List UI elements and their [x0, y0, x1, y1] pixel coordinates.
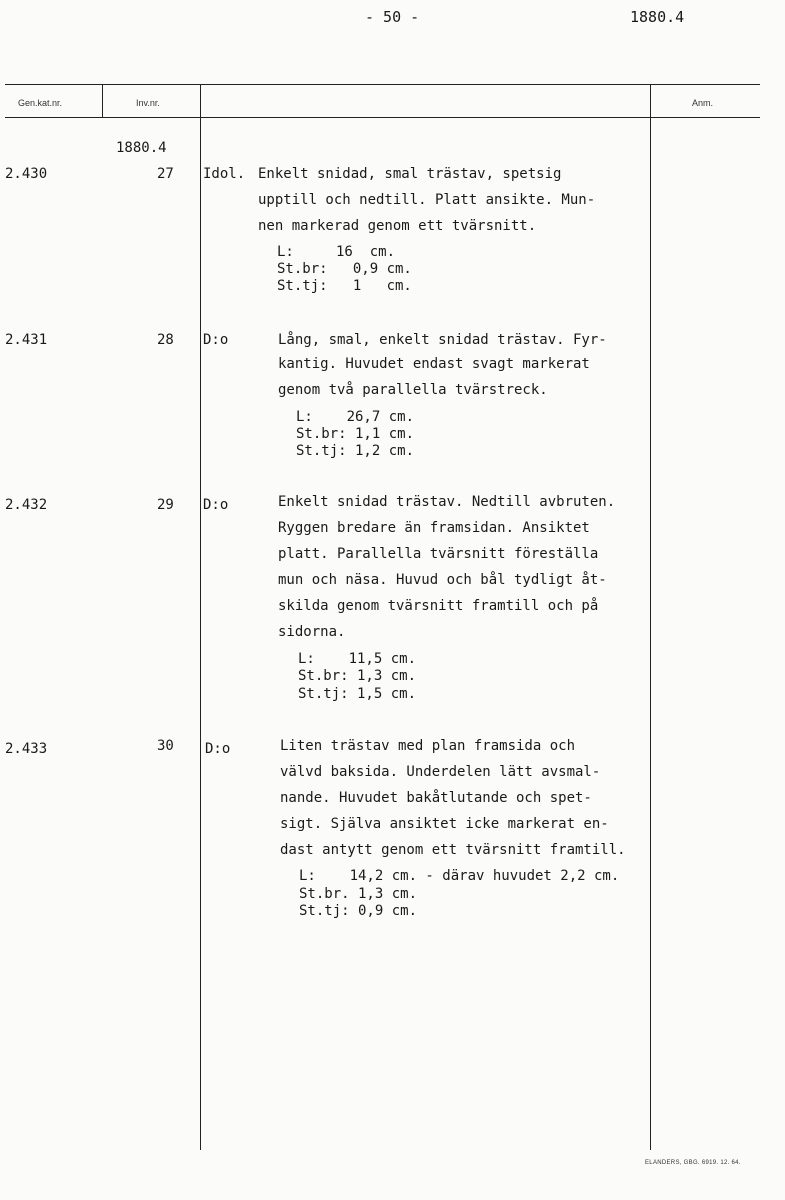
description-line: mun och näsa. Huvud och bål tydligt åt- [278, 572, 607, 588]
measurement-line: St.br: 1,3 cm. [298, 668, 417, 684]
measurement-line: L: 14,2 cm. - därav huvudet 2,2 cm. [299, 868, 620, 884]
description-line: Enkelt snidad, smal trästav, spetsig [258, 166, 562, 182]
measurement-line: L: 16 cm. [277, 244, 396, 260]
column-rule-2 [200, 85, 201, 1150]
column-rule-3 [650, 85, 651, 1150]
measurement-line: St.br. 1,3 cm. [299, 886, 418, 902]
inventory-number: 30 [157, 738, 174, 754]
measurement-line: St.tj: 1,2 cm. [296, 443, 415, 459]
group-header: 1880.4 [116, 140, 167, 156]
object-type: D:o [203, 497, 229, 513]
object-type: D:o [203, 332, 229, 348]
description-line: platt. Parallella tvärsnitt föreställa [278, 546, 599, 562]
gen-kat-number: 2.433 [5, 741, 48, 757]
measurement-line: St.br: 0,9 cm. [277, 261, 412, 277]
description-line: skilda genom tvärsnitt framtill och på [278, 598, 599, 614]
description-line: genom två parallella tvärstreck. [278, 382, 548, 398]
column-header-anm: Anm. [692, 98, 714, 108]
header-bottom-rule [5, 117, 760, 118]
description-line: upptill och nedtill. Platt ansikte. Mun- [258, 192, 596, 208]
inventory-number: 27 [157, 166, 174, 182]
printer-imprint: ELANDERS, GBG. 6919. 12. 64. [645, 1160, 741, 1166]
description-line: sigt. Själva ansiktet icke markerat en- [280, 816, 609, 832]
description-line: sidorna. [278, 624, 346, 640]
description-line: Liten trästav med plan framsida och [280, 738, 576, 754]
measurement-line: L: 11,5 cm. [298, 651, 417, 667]
page-number: - 50 - [365, 8, 420, 26]
description-line: Enkelt snidad trästav. Nedtill avbruten. [278, 494, 616, 510]
gen-kat-number: 2.432 [5, 497, 48, 513]
description-line: välvd baksida. Underdelen lätt avsmal- [280, 764, 601, 780]
description-line: nen markerad genom ett tvärsnitt. [258, 218, 537, 234]
accession-number: 1880.4 [630, 8, 685, 26]
description-line: kantig. Huvudet endast svagt markerat [278, 356, 590, 372]
inventory-number: 29 [157, 497, 174, 513]
measurement-line: St.tj: 1,5 cm. [298, 686, 417, 702]
description-line: Ryggen bredare än framsidan. Ansiktet [278, 520, 590, 536]
object-type: D:o [205, 741, 231, 757]
description-line: nande. Huvudet bakåtlutande och spet- [280, 790, 592, 806]
description-line: dast antytt genom ett tvärsnitt framtill. [280, 842, 626, 858]
description-line: Lång, smal, enkelt snidad trästav. Fyr- [278, 332, 607, 348]
inventory-number: 28 [157, 332, 174, 348]
column-header-gen-kat: Gen.kat.nr. [18, 98, 63, 108]
measurement-line: St.br: 1,1 cm. [296, 426, 415, 442]
object-type: Idol. [203, 166, 246, 182]
measurement-line: St.tj: 1 cm. [277, 278, 412, 294]
measurement-line: St.tj: 0,9 cm. [299, 903, 418, 919]
gen-kat-number: 2.431 [5, 332, 48, 348]
header-top-rule [5, 84, 760, 85]
column-header-inv: Inv.nr. [136, 98, 160, 108]
gen-kat-number: 2.430 [5, 166, 48, 182]
column-rule-1 [102, 85, 103, 117]
measurement-line: L: 26,7 cm. [296, 409, 415, 425]
